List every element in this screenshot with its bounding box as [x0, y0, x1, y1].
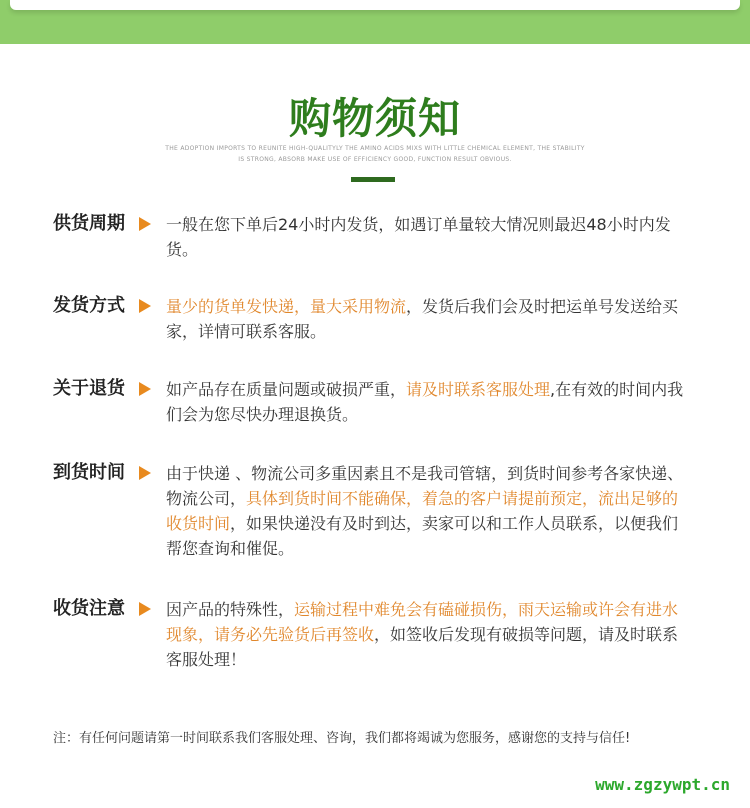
subtitle-line-2: IS STRONG, ABSORB MAKE USE OF EFFICIENCY GOOD, FUNCTION RESULT OBVIOUS.	[238, 156, 512, 163]
highlight-text: 请及时联系客服处理	[406, 380, 551, 399]
triangle-arrow-icon	[139, 299, 151, 313]
section-text	[166, 212, 691, 262]
section-label: 收货注意	[53, 598, 125, 619]
highlight-text: 量少的货单发快递，量大采用物流	[166, 297, 407, 316]
section-text	[166, 597, 691, 672]
english-subtitle	[0, 143, 750, 165]
section-text-pre: 由于快递 、物流公司多重因素且不是我司管辖，到货时间参考各家快递、物流公司，	[166, 464, 684, 508]
subtitle-line-1: THE ADOPTION IMPORTS TO REUNITE HIGH-QUALITYLY THE AMINO ACIDS MIXS WITH LITTLE CHEMICAL ELEMENT, THE STABILITY	[165, 145, 585, 152]
section-text-rest: ,在有效的时间内我们会为您尽快办理退换货。	[166, 380, 684, 424]
triangle-arrow-icon	[139, 466, 151, 480]
footer-note: 注：有任何问题请第一时间联系我们客服处理、咨询，我们都将竭诚为您服务，感谢您的支持与信任!	[53, 731, 631, 746]
section-label: 到货时间	[53, 462, 125, 483]
section-text-pre: 如产品存在质量问题或破损严重，	[166, 380, 407, 399]
highlight-text: 运输过程中难免会有磕碰损伤，雨天运输或许会有进水现象，请务必先验货后再签收	[166, 600, 679, 644]
section-text	[166, 294, 691, 344]
page-title: 购物须知	[288, 94, 461, 143]
section-text-body: 一般在您下单后24小时内发货，如遇订单量较大情况则最迟48小时内发货。	[166, 215, 671, 259]
section-label: 供货周期	[53, 213, 125, 234]
title-divider	[351, 177, 395, 182]
section-label: 发货方式	[53, 295, 125, 316]
triangle-arrow-icon	[139, 382, 151, 396]
section-text	[166, 461, 691, 561]
section-text-rest: ，如签收后发现有破损等问题，请及时联系客服处理！	[166, 625, 679, 669]
top-white-card-edge	[10, 0, 740, 10]
site-watermark: www.zgzywpt.cn	[595, 775, 730, 794]
section-text-rest: ，发货后我们会及时把运单号发送给买家，详情可联系客服。	[166, 297, 679, 341]
highlight-text: 具体到货时间不能确保，着急的客户请提前预定，流出足够的收货时间	[166, 489, 679, 533]
section-label: 关于退货	[53, 378, 125, 399]
section-text-pre: 因产品的特殊性，	[166, 600, 295, 619]
section-text-rest: ，如果快递没有及时到达，卖家可以和工作人员联系，以便我们帮您查询和催促。	[166, 514, 679, 558]
triangle-arrow-icon	[139, 217, 151, 231]
section-text	[166, 377, 691, 427]
triangle-arrow-icon	[139, 602, 151, 616]
